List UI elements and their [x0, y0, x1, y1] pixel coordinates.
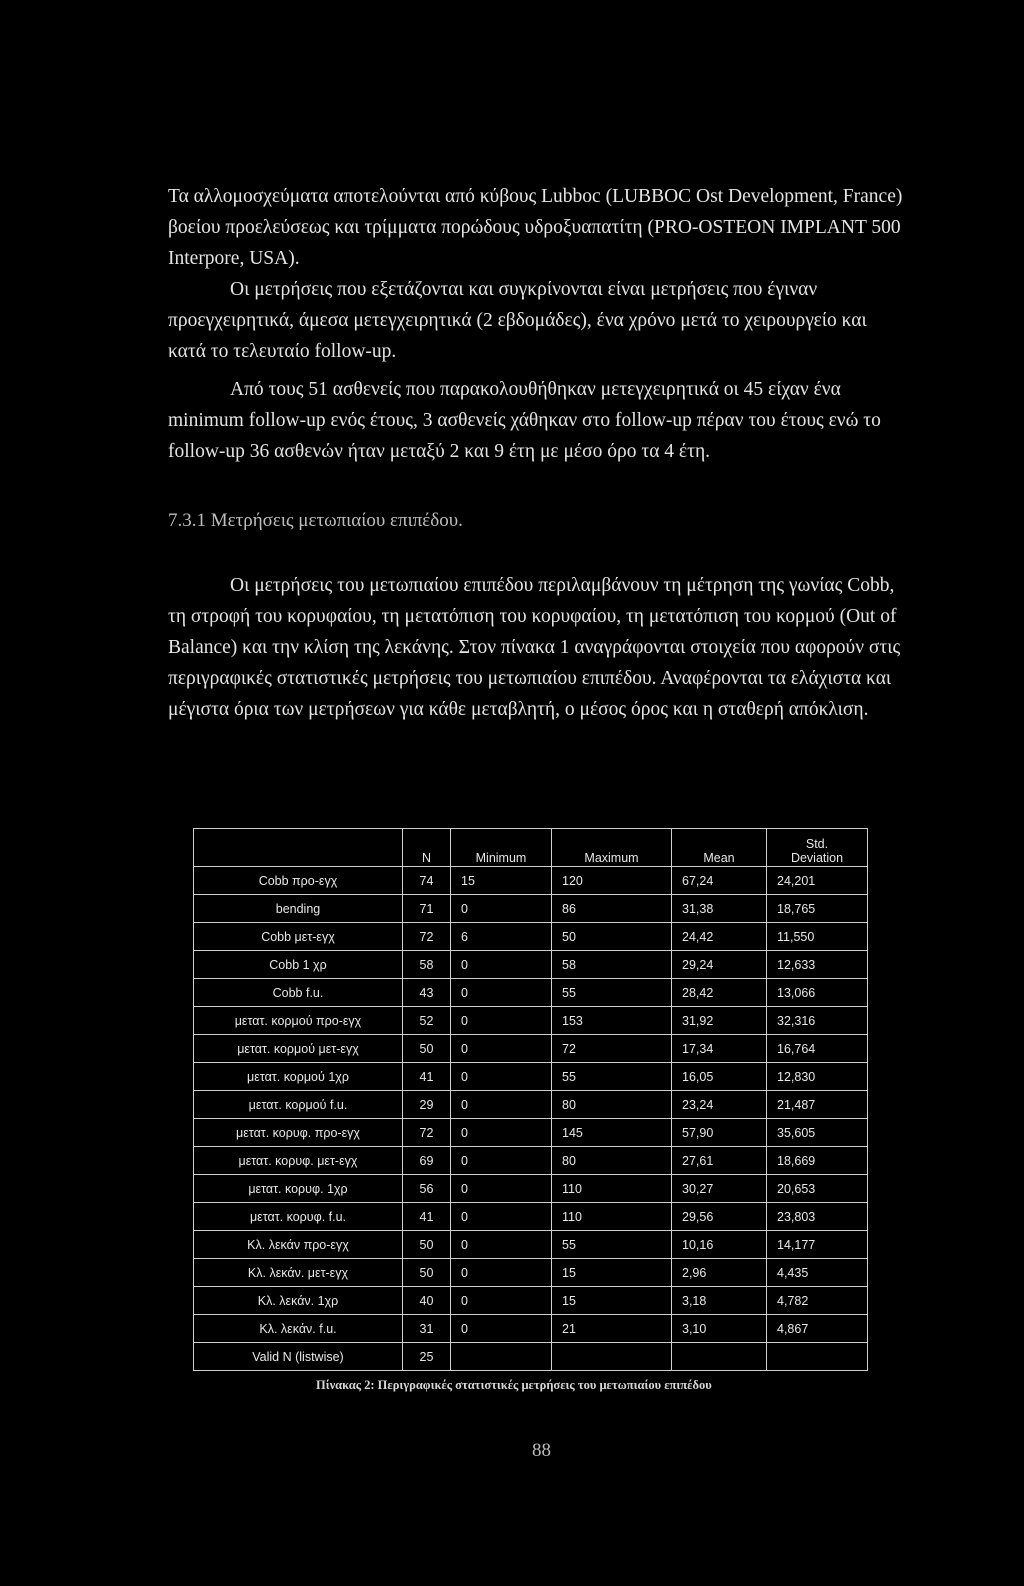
- cell-minimum: [451, 1343, 552, 1371]
- cell-maximum: 110: [552, 1203, 672, 1231]
- cell-n: 50: [403, 1231, 451, 1259]
- cell-std-deviation: [767, 1343, 868, 1371]
- table-row: [194, 1091, 868, 1119]
- cell-n: 74: [403, 867, 451, 895]
- cell-mean: 10,16: [672, 1231, 767, 1259]
- cell-n: 50: [403, 1259, 451, 1287]
- table-row: [194, 1315, 868, 1343]
- cell-maximum: 80: [552, 1147, 672, 1175]
- cell-n: 50: [403, 1035, 451, 1063]
- cell-maximum: 55: [552, 1231, 672, 1259]
- cell-mean: 30,27: [672, 1175, 767, 1203]
- cell-n: 43: [403, 979, 451, 1007]
- row-label: Cobb f.u.: [194, 979, 403, 1007]
- cell-n: 41: [403, 1203, 451, 1231]
- cell-n: 31: [403, 1315, 451, 1343]
- cell-std-deviation: 32,316: [767, 1007, 868, 1035]
- cell-maximum: 50: [552, 923, 672, 951]
- header-std: Std.: [805, 837, 829, 851]
- cell-maximum: 15: [552, 1287, 672, 1315]
- cell-std-deviation: 14,177: [767, 1231, 868, 1259]
- row-label: Κλ. λεκάν προ-εγχ: [194, 1231, 403, 1259]
- cell-minimum: 0: [451, 951, 552, 979]
- cell-std-deviation: 4,867: [767, 1315, 868, 1343]
- cell-maximum: 55: [552, 1063, 672, 1091]
- header-mean: Mean: [672, 829, 767, 867]
- cell-maximum: 80: [552, 1091, 672, 1119]
- table-row: [194, 1035, 868, 1063]
- cell-minimum: 6: [451, 923, 552, 951]
- cell-n: 71: [403, 895, 451, 923]
- cell-minimum: 15: [451, 867, 552, 895]
- cell-maximum: 21: [552, 1315, 672, 1343]
- cell-n: 40: [403, 1287, 451, 1315]
- table-row: [194, 923, 868, 951]
- table-caption: Πίνακας 2: Περιγραφικές στατιστικές μετρήσεις του μετωπιαίου επιπέδου: [316, 1378, 712, 1392]
- cell-maximum: 72: [552, 1035, 672, 1063]
- table-row: [194, 1231, 868, 1259]
- paragraph-frontal-plane: Οι μετρήσεις του μετωπιαίου επιπέδου περιλαμβάνουν τη μέτρηση της γωνίας Cobb, τη στροφή του κορυφαίου, τη μετατόπιση του κορυφαίου, τη μετατόπιση του κορμού (Out of Balance) και την κλίση της λεκάνης. Στον πίνακα 1 αναγράφονται στοιχεία που αφορούν στις περιγραφικές στατιστικές μετρήσεις του μετωπιαίου επιπέδου. Αναφέρονται τα ελάχιστα και μέγιστα όρια των μετρήσεων για κάθε μεταβλητή, ο μέσος όρος και η σταθερή απόκλιση.: [168, 575, 901, 720]
- cell-mean: 2,96: [672, 1259, 767, 1287]
- cell-std-deviation: 4,782: [767, 1287, 868, 1315]
- header-minimum: Minimum: [451, 829, 552, 867]
- cell-mean: 29,24: [672, 951, 767, 979]
- cell-n: 29: [403, 1091, 451, 1119]
- cell-maximum: 58: [552, 951, 672, 979]
- cell-minimum: 0: [451, 1259, 552, 1287]
- cell-mean: 27,61: [672, 1147, 767, 1175]
- row-label: μετατ. κορμού προ-εγχ: [194, 1007, 403, 1035]
- cell-minimum: 0: [451, 895, 552, 923]
- cell-std-deviation: 18,669: [767, 1147, 868, 1175]
- cell-mean: 23,24: [672, 1091, 767, 1119]
- table-row: [194, 1175, 868, 1203]
- statistics-table: [193, 828, 868, 1371]
- cell-mean: 16,05: [672, 1063, 767, 1091]
- cell-mean: 67,24: [672, 867, 767, 895]
- cell-maximum: [552, 1343, 672, 1371]
- cell-n: 72: [403, 1119, 451, 1147]
- table-row: [194, 1343, 868, 1371]
- cell-minimum: 0: [451, 1091, 552, 1119]
- header-deviation: Deviation: [790, 851, 844, 865]
- row-label: Cobb προ-εγχ: [194, 867, 403, 895]
- paragraph-measurements: Οι μετρήσεις που εξετάζονται και συγκρίνονται είναι μετρήσεις που έγιναν προεγχειρητικά, άμεσα μετεγχειρητικά (2 εβδομάδες), ένα χρόνο μετά το χειρουργείο και κατά το τελευταίο follow-up.: [168, 279, 867, 362]
- header-n: N: [403, 829, 451, 867]
- row-label: μετατ. κορμού μετ-εγχ: [194, 1035, 403, 1063]
- row-label: bending: [194, 895, 403, 923]
- cell-std-deviation: 21,487: [767, 1091, 868, 1119]
- row-label: μετατ. κορυφ. προ-εγχ: [194, 1119, 403, 1147]
- table-row: [194, 1147, 868, 1175]
- cell-n: 25: [403, 1343, 451, 1371]
- cell-minimum: 0: [451, 1231, 552, 1259]
- paragraph-allografts: Τα αλλομοσχεύματα αποτελούνται από κύβους Lubboc (LUBBOC Ost Development, France) βοείου προελεύσεως και τρίμματα πορώδους υδροξυαπατίτη (PRO-OSTEON IMPLANT 500 Interpore, USA).: [168, 186, 903, 269]
- table-row: [194, 1203, 868, 1231]
- cell-std-deviation: 24,201: [767, 867, 868, 895]
- cell-minimum: 0: [451, 1315, 552, 1343]
- section-heading: 7.3.1 Μετρήσεις μετωπιαίου επιπέδου.: [168, 510, 463, 531]
- cell-std-deviation: 18,765: [767, 895, 868, 923]
- cell-std-deviation: 23,803: [767, 1203, 868, 1231]
- row-label: Κλ. λεκάν. f.u.: [194, 1315, 403, 1343]
- cell-minimum: 0: [451, 1063, 552, 1091]
- row-label: μετατ. κορμού f.u.: [194, 1091, 403, 1119]
- cell-maximum: 153: [552, 1007, 672, 1035]
- cell-minimum: 0: [451, 1147, 552, 1175]
- row-label: μετατ. κορυφ. f.u.: [194, 1203, 403, 1231]
- cell-n: 69: [403, 1147, 451, 1175]
- cell-mean: 28,42: [672, 979, 767, 1007]
- cell-maximum: 145: [552, 1119, 672, 1147]
- cell-std-deviation: 16,764: [767, 1035, 868, 1063]
- cell-minimum: 0: [451, 979, 552, 1007]
- cell-minimum: 0: [451, 1175, 552, 1203]
- header-empty-cell: [194, 829, 403, 867]
- cell-n: 58: [403, 951, 451, 979]
- cell-mean: 17,34: [672, 1035, 767, 1063]
- cell-std-deviation: 35,605: [767, 1119, 868, 1147]
- cell-mean: 31,92: [672, 1007, 767, 1035]
- cell-maximum: 120: [552, 867, 672, 895]
- cell-mean: [672, 1343, 767, 1371]
- cell-mean: 31,38: [672, 895, 767, 923]
- table-row: [194, 1063, 868, 1091]
- cell-minimum: 0: [451, 1287, 552, 1315]
- table-row: [194, 979, 868, 1007]
- table-row: [194, 1007, 868, 1035]
- table-row: [194, 1119, 868, 1147]
- table-row: [194, 951, 868, 979]
- cell-minimum: 0: [451, 1119, 552, 1147]
- cell-maximum: 110: [552, 1175, 672, 1203]
- cell-mean: 57,90: [672, 1119, 767, 1147]
- table-row: [194, 1259, 868, 1287]
- table-row: [194, 895, 868, 923]
- row-label: Κλ. λεκάν. μετ-εγχ: [194, 1259, 403, 1287]
- row-label: Valid N (listwise): [194, 1343, 403, 1371]
- row-label: μετατ. κορυφ. 1χρ: [194, 1175, 403, 1203]
- cell-minimum: 0: [451, 1007, 552, 1035]
- cell-minimum: 0: [451, 1203, 552, 1231]
- cell-std-deviation: 11,550: [767, 923, 868, 951]
- cell-mean: 29,56: [672, 1203, 767, 1231]
- paragraph-follow-up: Από τους 51 ασθενείς που παρακολουθήθηκαν μετεγχειρητικά οι 45 είχαν ένα minimum follow-up ενός έτους, 3 ασθενείς χάθηκαν στο follow-up πέραν του έτους ενώ το follow-up 36 ασθενών ήταν μεταξύ 2 και 9 έτη με μέσο όρο τα 4 έτη.: [168, 379, 881, 462]
- cell-mean: 3,10: [672, 1315, 767, 1343]
- cell-mean: 24,42: [672, 923, 767, 951]
- cell-minimum: 0: [451, 1035, 552, 1063]
- cell-n: 56: [403, 1175, 451, 1203]
- table-row: [194, 1287, 868, 1315]
- cell-maximum: 55: [552, 979, 672, 1007]
- cell-std-deviation: 13,066: [767, 979, 868, 1007]
- row-label: Cobb 1 χρ: [194, 951, 403, 979]
- row-label: μετατ. κορμού 1χρ: [194, 1063, 403, 1091]
- page-number: 88: [532, 1440, 551, 1461]
- row-label: μετατ. κορυφ. μετ-εγχ: [194, 1147, 403, 1175]
- cell-std-deviation: 4,435: [767, 1259, 868, 1287]
- row-label: Κλ. λεκάν. 1χρ: [194, 1287, 403, 1315]
- header-std-deviation: [767, 829, 868, 867]
- header-maximum: Maximum: [552, 829, 672, 867]
- row-label: Cobb μετ-εγχ: [194, 923, 403, 951]
- cell-maximum: 86: [552, 895, 672, 923]
- cell-n: 41: [403, 1063, 451, 1091]
- cell-n: 52: [403, 1007, 451, 1035]
- cell-mean: 3,18: [672, 1287, 767, 1315]
- table-header-row: [194, 829, 868, 867]
- cell-n: 72: [403, 923, 451, 951]
- table-row: [194, 867, 868, 895]
- cell-std-deviation: 12,633: [767, 951, 868, 979]
- cell-std-deviation: 20,653: [767, 1175, 868, 1203]
- cell-maximum: 15: [552, 1259, 672, 1287]
- cell-std-deviation: 12,830: [767, 1063, 868, 1091]
